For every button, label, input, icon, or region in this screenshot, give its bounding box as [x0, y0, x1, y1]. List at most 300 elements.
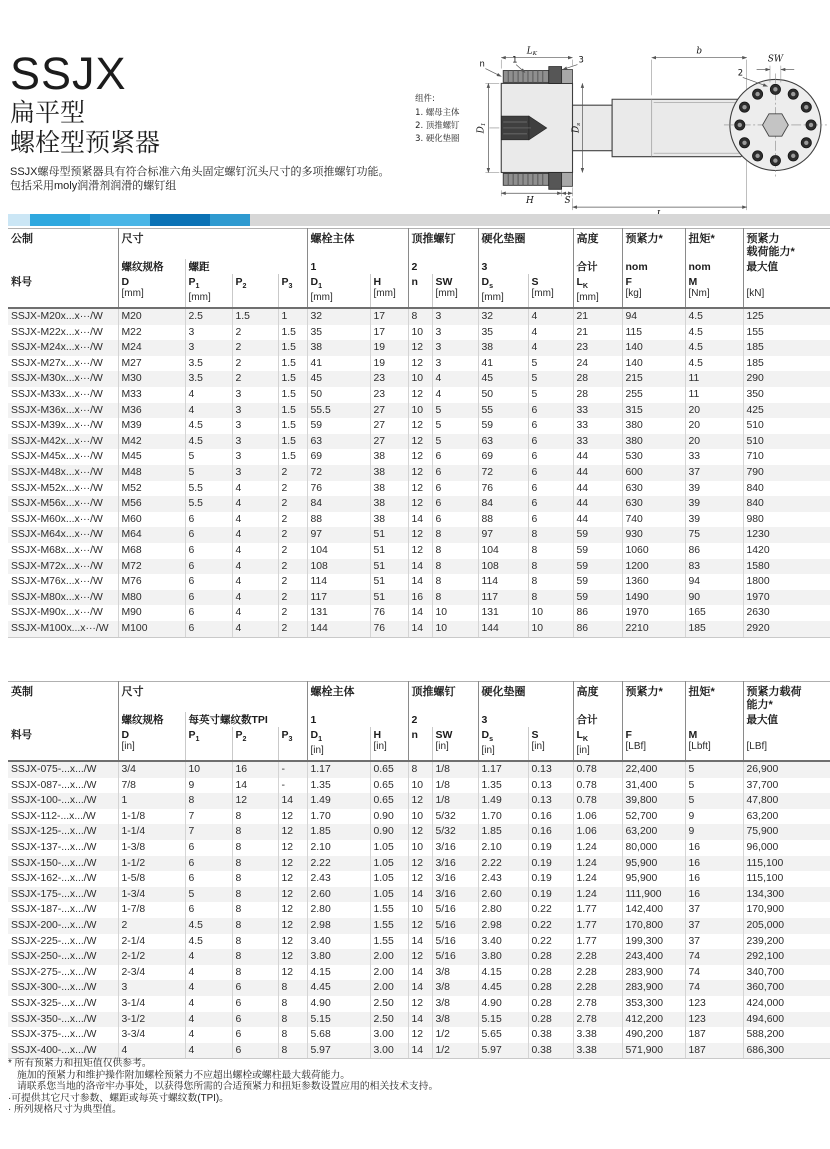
group-header-row: [8, 229, 830, 260]
value-cell: 185: [743, 356, 830, 372]
value-cell: 38: [370, 512, 408, 528]
value-cell: 76: [307, 481, 370, 497]
value-cell: 37,700: [743, 778, 830, 794]
value-cell: 4.15: [307, 965, 370, 981]
value-cell: 115,100: [743, 856, 830, 872]
value-cell: 8: [232, 887, 278, 903]
value-cell: 2: [278, 605, 307, 621]
value-cell: 6: [185, 871, 232, 887]
value-cell: 16: [685, 871, 743, 887]
table-row: [8, 824, 830, 840]
accent-bar: [8, 214, 830, 226]
value-cell: 12: [408, 1027, 432, 1043]
value-cell: 63: [478, 434, 528, 450]
value-cell: 5/16: [432, 918, 478, 934]
value-cell: 1.70: [478, 809, 528, 825]
value-cell: 16: [685, 840, 743, 856]
value-cell: 3: [432, 325, 478, 341]
component-3-label: 3: [578, 54, 584, 65]
value-cell: 8: [278, 980, 307, 996]
value-cell: 3.38: [573, 1043, 622, 1059]
table-row: [8, 371, 830, 387]
table-row: [8, 840, 830, 856]
value-cell: 4: [432, 371, 478, 387]
value-cell: 111,900: [622, 887, 685, 903]
column-header: S [in]: [528, 727, 573, 761]
region-label: 公制: [11, 233, 33, 245]
spec-table-metric: [8, 228, 830, 638]
value-cell: 6: [528, 434, 573, 450]
value-cell: 2: [118, 918, 185, 934]
value-cell: 4: [232, 574, 278, 590]
value-cell: 3/8: [432, 996, 478, 1012]
value-cell: 5: [528, 371, 573, 387]
value-cell: M56: [118, 496, 185, 512]
value-cell: 6: [185, 559, 232, 575]
value-cell: 8: [278, 1027, 307, 1043]
value-cell: 1.05: [370, 856, 408, 872]
value-cell: 510: [743, 434, 830, 450]
value-cell: 6: [432, 449, 478, 465]
value-cell: 0.19: [528, 887, 573, 903]
value-cell: 239,200: [743, 934, 830, 950]
value-cell: 19: [370, 340, 408, 356]
part-number-cell: SSJX-350-...x.../W: [11, 1013, 97, 1025]
table-row: [8, 605, 830, 621]
value-cell: 571,900: [622, 1043, 685, 1059]
value-cell: 6: [185, 856, 232, 872]
value-cell: 5.15: [307, 1012, 370, 1028]
value-cell: 39,800: [622, 793, 685, 809]
value-cell: 10: [408, 403, 432, 419]
value-cell: 1/8: [432, 778, 478, 794]
value-cell: 4.5: [185, 934, 232, 950]
value-cell: 35: [478, 325, 528, 341]
value-cell: 88: [478, 512, 528, 528]
value-cell: 930: [622, 527, 685, 543]
accent-bar-segment: [30, 214, 90, 226]
value-cell: 1.06: [573, 824, 622, 840]
value-cell: 9: [685, 809, 743, 825]
value-cell: 22,400: [622, 761, 685, 778]
value-cell: 4.45: [307, 980, 370, 996]
table-row: [8, 559, 830, 575]
value-cell: 59: [573, 590, 622, 606]
group-capacity: 预紧力 载荷能力*: [743, 229, 830, 260]
group-torque: 扭矩*: [685, 682, 743, 713]
value-cell: 1.17: [307, 761, 370, 778]
value-cell: 6: [185, 902, 232, 918]
value-cell: 6: [432, 465, 478, 481]
footnote-line: 施加的预紧力和维护操作附加螺栓预紧力不应超出螺栓或螺柱最大载荷能力。: [17, 1069, 351, 1081]
value-cell: 41: [307, 356, 370, 372]
value-cell: 1/2: [432, 1043, 478, 1059]
value-cell: 5: [685, 778, 743, 794]
value-cell: 14: [408, 1043, 432, 1059]
value-cell: 4: [232, 481, 278, 497]
value-cell: 0.90: [370, 824, 408, 840]
value-cell: 97: [307, 527, 370, 543]
value-cell: 0.22: [528, 934, 573, 950]
value-cell: 17: [370, 308, 408, 325]
value-cell: 1.49: [478, 793, 528, 809]
value-cell: 3/16: [432, 856, 478, 872]
value-cell: 45: [307, 371, 370, 387]
column-header: $P_2$: [232, 727, 278, 761]
value-cell: 0.78: [573, 793, 622, 809]
value-cell: 27: [370, 434, 408, 450]
group-size: 尺寸: [118, 229, 307, 260]
column-header: S [mm]: [528, 274, 573, 308]
value-cell: 95,900: [622, 871, 685, 887]
components-legend: [415, 93, 460, 143]
value-cell: 35: [307, 325, 370, 341]
empty-cell: [8, 712, 118, 727]
group-preload: 预紧力*: [622, 682, 685, 713]
group-bolt-body: 螺栓主体: [307, 229, 408, 260]
value-cell: 1.05: [370, 871, 408, 887]
value-cell: 1.55: [370, 902, 408, 918]
value-cell: 23: [573, 340, 622, 356]
value-cell: 12: [408, 949, 432, 965]
value-cell: 14: [408, 980, 432, 996]
value-cell: 74: [685, 949, 743, 965]
value-cell: 41: [478, 356, 528, 372]
value-cell: 1.24: [573, 871, 622, 887]
value-cell: 19: [370, 356, 408, 372]
value-cell: 1-5/8: [118, 871, 185, 887]
value-cell: 3-1/4: [118, 996, 185, 1012]
value-cell: 6: [185, 512, 232, 528]
value-cell: 115,100: [743, 871, 830, 887]
value-cell: 14: [408, 574, 432, 590]
footnote-line: · 所列规格尺寸为典型值。: [8, 1104, 122, 1115]
dim-label-h: H: [526, 196, 534, 207]
part-number-cell: SSJX-162-...x.../W: [11, 873, 97, 885]
accent-bar-segment: [8, 214, 30, 226]
part-number-cell: SSJX-112-...x.../W: [11, 810, 96, 822]
part-number-cell: SSJX-400-...x.../W: [8, 1043, 118, 1059]
value-cell: 1-3/8: [118, 840, 185, 856]
value-cell: 5.5: [185, 496, 232, 512]
value-cell: 2.5: [185, 308, 232, 325]
value-cell: M36: [118, 403, 185, 419]
value-cell: 14: [408, 512, 432, 528]
value-cell: 4: [232, 512, 278, 528]
subgroup-preload-nom: nom: [622, 259, 685, 274]
value-cell: 380: [622, 434, 685, 450]
part-number-cell: SSJX-250-...x.../W: [11, 951, 97, 963]
value-cell: 0.28: [528, 949, 573, 965]
table-row: [8, 1043, 830, 1059]
value-cell: 12: [408, 496, 432, 512]
value-cell: 26,900: [743, 761, 830, 778]
value-cell: 0.65: [370, 778, 408, 794]
value-cell: 59: [478, 418, 528, 434]
value-cell: 2.78: [573, 1012, 622, 1028]
value-cell: M39: [118, 418, 185, 434]
component-2-label: 2: [737, 67, 744, 78]
value-cell: 2: [278, 465, 307, 481]
value-cell: 3: [432, 340, 478, 356]
value-cell: 108: [307, 559, 370, 575]
value-cell: 3: [185, 325, 232, 341]
value-cell: 55: [478, 403, 528, 419]
part-number-cell: SSJX-M20x...x···/W: [11, 311, 103, 323]
subgroup-2: 2: [408, 712, 478, 727]
value-cell: 104: [307, 543, 370, 559]
value-cell: 10: [408, 840, 432, 856]
subgroup-torque-nom: [685, 712, 743, 727]
value-cell: 5.15: [478, 1012, 528, 1028]
value-cell: 32: [478, 308, 528, 325]
value-cell: 52,700: [622, 809, 685, 825]
value-cell: 1.77: [573, 934, 622, 950]
value-cell: 45: [478, 371, 528, 387]
value-cell: 20: [685, 403, 743, 419]
value-cell: 155: [743, 325, 830, 341]
value-cell: 37: [685, 918, 743, 934]
value-cell: 0.28: [528, 996, 573, 1012]
value-cell: 2: [278, 574, 307, 590]
value-cell: 3.5: [185, 371, 232, 387]
dim-label-s: S: [564, 196, 571, 207]
value-cell: 131: [478, 605, 528, 621]
value-cell: 1.70: [307, 809, 370, 825]
value-cell: 360,700: [743, 980, 830, 996]
dim-label-lk: LK: [526, 46, 538, 58]
value-cell: 1.05: [370, 840, 408, 856]
value-cell: 63,200: [622, 824, 685, 840]
value-cell: 24: [573, 356, 622, 372]
value-cell: 8: [408, 761, 432, 778]
subgroup-torque-nom: nom: [685, 259, 743, 274]
table-row: [8, 465, 830, 481]
column-header: $D_s$ [in]: [478, 727, 528, 761]
empty-cell: [8, 259, 118, 274]
value-cell: 88: [307, 512, 370, 528]
table-row: [8, 965, 830, 981]
value-cell: 6: [232, 980, 278, 996]
value-cell: 4: [232, 496, 278, 512]
value-cell: 14: [408, 621, 432, 637]
value-cell: 4: [232, 590, 278, 606]
value-cell: 3-3/4: [118, 1027, 185, 1043]
value-cell: 3.00: [370, 1027, 408, 1043]
value-cell: 630: [622, 481, 685, 497]
value-cell: 12: [408, 418, 432, 434]
value-cell: 6: [528, 465, 573, 481]
value-cell: 2.22: [307, 856, 370, 872]
value-cell: 710: [743, 449, 830, 465]
table-row: [8, 434, 830, 450]
value-cell: M42: [118, 434, 185, 450]
value-cell: 1/8: [432, 761, 478, 778]
value-cell: 23: [370, 387, 408, 403]
value-cell: 2.28: [573, 949, 622, 965]
value-cell: 28: [573, 371, 622, 387]
value-cell: 1/8: [432, 793, 478, 809]
value-cell: 2: [278, 481, 307, 497]
value-cell: 1970: [622, 605, 685, 621]
value-cell: 8: [232, 809, 278, 825]
value-cell: 4: [185, 980, 232, 996]
value-cell: 1-3/4: [118, 887, 185, 903]
part-number-cell: SSJX-M22x...x···/W: [11, 326, 103, 338]
spec-table-imperial: [8, 681, 830, 1059]
subgroup-total: 合计: [573, 259, 622, 274]
value-cell: 1/2: [432, 1027, 478, 1043]
value-cell: 94: [622, 308, 685, 325]
group-capacity: 预紧力载荷 能力*: [743, 682, 830, 713]
column-header: $L_K$ [mm]: [573, 274, 622, 308]
value-cell: 10: [528, 605, 573, 621]
part-number-cell: SSJX-375-...x.../W: [11, 1029, 97, 1041]
value-cell: 44: [573, 449, 622, 465]
value-cell: 123: [685, 996, 743, 1012]
value-cell: 2920: [743, 621, 830, 637]
subgroup-thread-spec: 螺纹规格: [118, 259, 185, 274]
value-cell: 11: [685, 387, 743, 403]
group-preload: 预紧力*: [622, 229, 685, 260]
value-cell: 3/16: [432, 887, 478, 903]
part-number-cell: SSJX-187-...x.../W: [11, 904, 97, 916]
value-cell: 20: [685, 434, 743, 450]
value-cell: 3.38: [573, 1027, 622, 1043]
table-row: [8, 809, 830, 825]
table-row: [8, 1027, 830, 1043]
value-cell: 5: [432, 418, 478, 434]
value-cell: 5: [528, 387, 573, 403]
part-number-cell: SSJX-125-...x.../W: [11, 826, 97, 838]
value-cell: 10: [185, 761, 232, 778]
value-cell: 69: [307, 449, 370, 465]
value-cell: 2.43: [307, 871, 370, 887]
value-cell: 740: [622, 512, 685, 528]
table-row: [8, 980, 830, 996]
accent-bar-segment: [150, 214, 210, 226]
table-row: [8, 449, 830, 465]
value-cell: 3: [432, 308, 478, 325]
value-cell: 6: [232, 1012, 278, 1028]
column-header: $D_1$ [in]: [307, 727, 370, 761]
footnotes: [8, 1058, 438, 1116]
part-number-cell: SSJX-300-...x.../W: [11, 982, 97, 994]
value-cell: 5: [432, 434, 478, 450]
value-cell: 44: [573, 465, 622, 481]
value-cell: 2.78: [573, 996, 622, 1012]
part-col-header: 料号: [11, 729, 32, 741]
value-cell: 380: [622, 418, 685, 434]
value-cell: 90: [685, 590, 743, 606]
table-row: [8, 340, 830, 356]
value-cell: 165: [685, 605, 743, 621]
value-cell: 12: [408, 996, 432, 1012]
value-cell: 108: [478, 559, 528, 575]
value-cell: 4: [232, 605, 278, 621]
value-cell: 0.19: [528, 871, 573, 887]
value-cell: 5/32: [432, 824, 478, 840]
value-cell: 10: [408, 902, 432, 918]
dim-label-ds: Ds: [571, 122, 582, 134]
value-cell: 7: [185, 809, 232, 825]
table-row: [8, 512, 830, 528]
value-cell: 9: [685, 824, 743, 840]
value-cell: 140: [622, 356, 685, 372]
table-row: [8, 590, 830, 606]
value-cell: 1: [118, 793, 185, 809]
value-cell: 4: [232, 543, 278, 559]
value-cell: 2.10: [478, 840, 528, 856]
accent-bar-segment: [210, 214, 250, 226]
value-cell: 86: [573, 605, 622, 621]
value-cell: 530: [622, 449, 685, 465]
value-cell: 10: [432, 605, 478, 621]
value-cell: 4: [185, 387, 232, 403]
value-cell: 12: [278, 965, 307, 981]
value-cell: 5/32: [432, 809, 478, 825]
column-header: $P_1$ [mm]: [185, 274, 232, 308]
value-cell: 6: [185, 621, 232, 637]
value-cell: 75,900: [743, 824, 830, 840]
part-number-cell: SSJX-200-...x.../W: [11, 920, 97, 932]
value-cell: 4: [232, 621, 278, 637]
value-cell: 16: [408, 590, 432, 606]
value-cell: 1.85: [307, 824, 370, 840]
value-cell: 2.22: [478, 856, 528, 872]
value-cell: 4: [118, 1043, 185, 1059]
value-cell: 6: [185, 590, 232, 606]
value-cell: 12: [408, 824, 432, 840]
value-cell: 38: [370, 465, 408, 481]
subgroup-2: 2: [408, 259, 478, 274]
value-cell: 59: [573, 574, 622, 590]
column-header-row: [8, 274, 830, 308]
value-cell: 21: [573, 325, 622, 341]
part-number-cell: SSJX-M42x...x···/W: [11, 435, 103, 447]
value-cell: 16: [685, 856, 743, 872]
value-cell: 2.50: [370, 1012, 408, 1028]
value-cell: 131: [307, 605, 370, 621]
value-cell: 2210: [622, 621, 685, 637]
value-cell: 50: [478, 387, 528, 403]
dim-label-sw: SW: [767, 54, 784, 65]
value-cell: 3: [185, 340, 232, 356]
value-cell: 6: [232, 1027, 278, 1043]
value-cell: 790: [743, 465, 830, 481]
value-cell: 134,300: [743, 887, 830, 903]
value-cell: 2.28: [573, 965, 622, 981]
value-cell: 1.35: [478, 778, 528, 794]
value-cell: 8: [278, 1012, 307, 1028]
value-cell: 12: [408, 434, 432, 450]
part-number-cell: SSJX-M27x...x···/W: [11, 357, 103, 369]
value-cell: 4: [232, 559, 278, 575]
value-cell: 2.10: [307, 840, 370, 856]
value-cell: 4: [185, 965, 232, 981]
value-cell: 1.5: [278, 449, 307, 465]
value-cell: 10: [432, 621, 478, 637]
value-cell: 12: [232, 793, 278, 809]
value-cell: 1200: [622, 559, 685, 575]
value-cell: 4.45: [478, 980, 528, 996]
value-cell: 3: [232, 387, 278, 403]
value-cell: 1.35: [307, 778, 370, 794]
part-col-header: 料号: [11, 276, 32, 288]
table-row: [8, 934, 830, 950]
product-description: [10, 165, 415, 193]
value-cell: 8: [528, 543, 573, 559]
